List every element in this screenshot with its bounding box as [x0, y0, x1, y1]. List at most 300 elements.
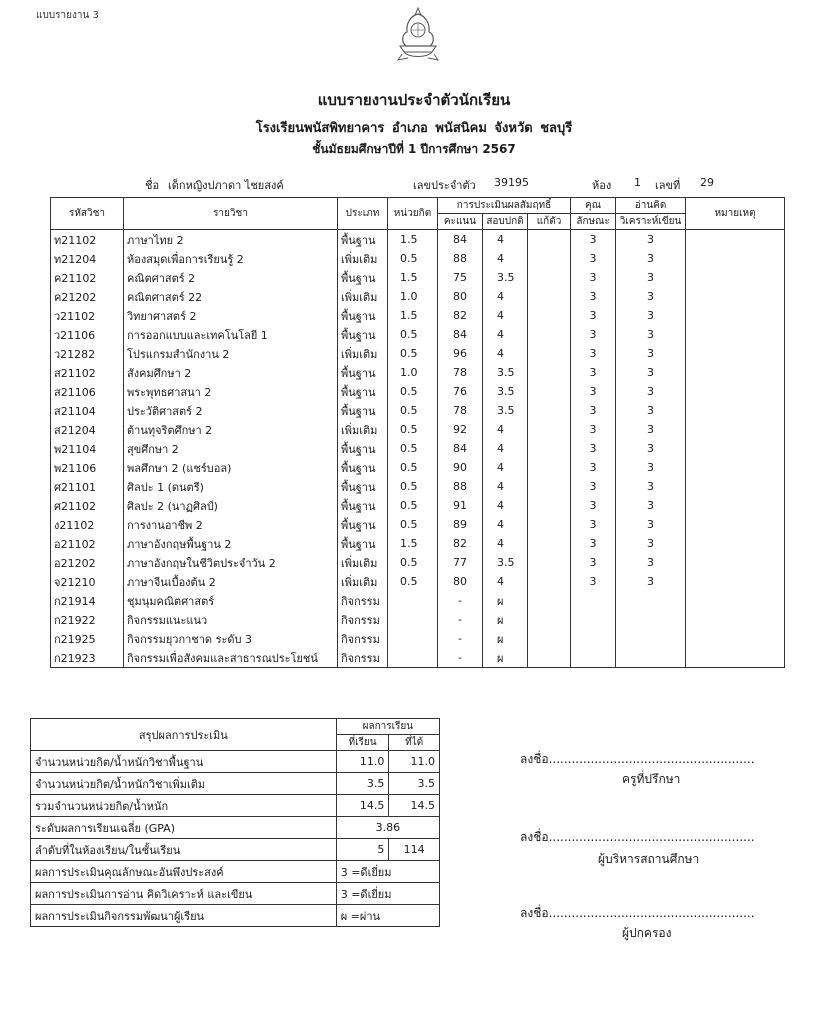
- table-row: [51, 420, 785, 439]
- subject-grade: ผ: [483, 610, 528, 629]
- subject-code: พ21104: [51, 439, 124, 458]
- subject-credit: [388, 591, 438, 610]
- subject-character: [571, 648, 616, 668]
- table-row: [51, 534, 785, 553]
- subject-name: พระพุทธศาสนา 2: [124, 382, 338, 401]
- subject-code: ก21914: [51, 591, 124, 610]
- header-note: หมายเหตุ: [686, 198, 785, 230]
- subject-fix: [528, 344, 571, 363]
- subject-character: 3: [571, 230, 616, 250]
- subject-type: เพิ่มเติม: [338, 420, 388, 439]
- subject-grade: ผ: [483, 629, 528, 648]
- subject-type: พื้นฐาน: [338, 515, 388, 534]
- subject-reading: [616, 648, 686, 668]
- subject-reading: 3: [616, 344, 686, 363]
- subject-reading: 3: [616, 401, 686, 420]
- subject-note: [686, 439, 785, 458]
- table-row: [51, 249, 785, 268]
- subject-code: อ21202: [51, 553, 124, 572]
- subject-code: ค21202: [51, 287, 124, 306]
- subject-grade: 4: [483, 249, 528, 268]
- subject-credit: [388, 629, 438, 648]
- header-score: คะแนน: [438, 214, 483, 230]
- subject-reading: 3: [616, 439, 686, 458]
- subject-name: พลศึกษา 2 (แชร์บอล): [124, 458, 338, 477]
- table-row: [51, 325, 785, 344]
- subject-type: พื้นฐาน: [338, 306, 388, 325]
- subject-reading: 3: [616, 230, 686, 250]
- subject-credit: 0.5: [388, 325, 438, 344]
- subject-note: [686, 420, 785, 439]
- subject-credit: 0.5: [388, 515, 438, 534]
- subject-note: [686, 344, 785, 363]
- subject-credit: 0.5: [388, 572, 438, 591]
- subject-name: กิจกรรมเพื่อสังคมและสาธารณประโยชน์: [124, 648, 338, 668]
- subject-name: ชุมนุมคณิตศาสตร์: [124, 591, 338, 610]
- subject-name: การออกแบบและเทคโนโลยี 1: [124, 325, 338, 344]
- subject-score: 88: [438, 249, 483, 268]
- subject-character: [571, 610, 616, 629]
- parent-role: ผู้ปกครอง: [622, 926, 672, 940]
- subject-credit: 0.5: [388, 439, 438, 458]
- subject-credit: 0.5: [388, 249, 438, 268]
- subject-credit: [388, 648, 438, 668]
- subject-note: [686, 287, 785, 306]
- subject-grade: 3.5: [483, 268, 528, 287]
- subject-grade: 3.5: [483, 401, 528, 420]
- subject-type: พื้นฐาน: [338, 458, 388, 477]
- subject-reading: 3: [616, 363, 686, 382]
- subject-name: ต้านทุจริตศึกษา 2: [124, 420, 338, 439]
- subject-name: ศิลปะ 2 (นาฏศิลป์): [124, 496, 338, 515]
- subject-character: 3: [571, 496, 616, 515]
- subject-code: ว21102: [51, 306, 124, 325]
- subject-credit: 0.5: [388, 401, 438, 420]
- subject-fix: [528, 553, 571, 572]
- table-row: [51, 382, 785, 401]
- character-value: 3 =ดีเยี่ยม: [336, 861, 439, 883]
- subject-character: 3: [571, 306, 616, 325]
- subject-reading: 3: [616, 496, 686, 515]
- subject-type: เพิ่มเติม: [338, 287, 388, 306]
- subject-score: 91: [438, 496, 483, 515]
- subject-character: 3: [571, 572, 616, 591]
- gpa-value: 3.86: [336, 817, 439, 839]
- header-credit: หน่วยกิต: [388, 198, 438, 230]
- subject-score: 78: [438, 401, 483, 420]
- subject-code: ศ21102: [51, 496, 124, 515]
- subject-character: 3: [571, 515, 616, 534]
- table-row: [51, 344, 785, 363]
- summary-result-header: ผลการเรียน: [336, 719, 439, 735]
- subject-character: 3: [571, 382, 616, 401]
- subject-note: [686, 401, 785, 420]
- subject-credit: 1.0: [388, 363, 438, 382]
- student-id-label: เลขประจำตัว: [413, 179, 476, 192]
- table-row: [51, 458, 785, 477]
- subject-character: 3: [571, 458, 616, 477]
- subject-grade: ผ: [483, 648, 528, 668]
- subject-character: 3: [571, 534, 616, 553]
- subject-note: [686, 230, 785, 250]
- subject-reading: [616, 610, 686, 629]
- subject-fix: [528, 496, 571, 515]
- subject-grade: 4: [483, 306, 528, 325]
- subject-credit: 1.0: [388, 287, 438, 306]
- table-row: [51, 477, 785, 496]
- subject-reading: 3: [616, 325, 686, 344]
- subject-score: -: [438, 648, 483, 668]
- subject-reading: 3: [616, 458, 686, 477]
- subject-type: พื้นฐาน: [338, 401, 388, 420]
- subject-credit: 1.5: [388, 230, 438, 250]
- subject-name: คณิตศาสตร์ 22: [124, 287, 338, 306]
- subject-name: วิทยาศาสตร์ 2: [124, 306, 338, 325]
- subject-note: [686, 629, 785, 648]
- subject-score: 80: [438, 572, 483, 591]
- subject-note: [686, 610, 785, 629]
- subject-type: กิจกรรม: [338, 610, 388, 629]
- total-credit-label: รวมจำนวนหน่วยกิต/น้ำหนัก: [31, 795, 337, 817]
- table-row: [51, 287, 785, 306]
- subject-score: 76: [438, 382, 483, 401]
- subject-name: สังคมศึกษา 2: [124, 363, 338, 382]
- subject-name: กิจกรรมยุวกาชาด ระดับ 3: [124, 629, 338, 648]
- table-row: [51, 496, 785, 515]
- subject-name: ศิลปะ 1 (ดนตรี): [124, 477, 338, 496]
- subject-type: กิจกรรม: [338, 648, 388, 668]
- room-label: ห้อง: [592, 179, 612, 192]
- subject-reading: 3: [616, 287, 686, 306]
- subject-note: [686, 477, 785, 496]
- subject-grade: 3.5: [483, 382, 528, 401]
- advisor-signature-line: ลงชื่อ......................................................: [520, 752, 755, 766]
- student-name-label: ชื่อ: [145, 179, 160, 192]
- subject-grade: 4: [483, 534, 528, 553]
- subject-code: ส21106: [51, 382, 124, 401]
- header-type: ประเภท: [338, 198, 388, 230]
- extra-credit-earned: 3.5: [389, 773, 440, 795]
- class-line: ชั้นมัธยมศึกษาปีที่ 1 ปีการศึกษา 2567: [312, 142, 516, 156]
- rank-room: 5: [336, 839, 389, 861]
- subject-fix: [528, 363, 571, 382]
- subject-note: [686, 591, 785, 610]
- subject-name: คณิตศาสตร์ 2: [124, 268, 338, 287]
- subject-character: [571, 629, 616, 648]
- subject-character: 3: [571, 325, 616, 344]
- subject-type: เพิ่มเติม: [338, 553, 388, 572]
- subject-score: 96: [438, 344, 483, 363]
- subject-grade: 4: [483, 325, 528, 344]
- subject-note: [686, 458, 785, 477]
- header-fix: แก้ตัว: [528, 214, 571, 230]
- subject-type: พื้นฐาน: [338, 382, 388, 401]
- subject-name: กิจกรรมแนะแนว: [124, 610, 338, 629]
- subject-code: จ21210: [51, 572, 124, 591]
- subject-fix: [528, 629, 571, 648]
- subject-note: [686, 363, 785, 382]
- subject-grade: 3.5: [483, 553, 528, 572]
- subject-code: พ21106: [51, 458, 124, 477]
- subject-character: 3: [571, 249, 616, 268]
- reading-value: 3 =ดีเยี่ยม: [336, 883, 439, 905]
- subject-character: 3: [571, 401, 616, 420]
- subject-reading: 3: [616, 553, 686, 572]
- subject-grade: ผ: [483, 591, 528, 610]
- subject-grade: 3.5: [483, 363, 528, 382]
- subject-reading: 3: [616, 249, 686, 268]
- header-code: รหัสวิชา: [51, 198, 124, 230]
- gpa-label: ระดับผลการเรียนเฉลี่ย (GPA): [31, 817, 337, 839]
- subject-fix: [528, 382, 571, 401]
- school-line: โรงเรียนพนัสพิทยาคาร อำเภอ พนัสนิคม จังหวัด ชลบุรี: [255, 121, 573, 136]
- subject-character: 3: [571, 363, 616, 382]
- subject-code: ส21102: [51, 363, 124, 382]
- header-read-2: วิเคราะห์เขียน: [616, 214, 686, 230]
- table-row: [51, 306, 785, 325]
- summary-col-studied: ที่เรียน: [336, 735, 389, 751]
- subject-grade: 4: [483, 344, 528, 363]
- subject-score: 78: [438, 363, 483, 382]
- table-row: [51, 648, 785, 668]
- character-label: ผลการประเมินคุณลักษณะอันพึงประสงค์: [31, 861, 337, 883]
- subject-grade: 4: [483, 572, 528, 591]
- advisor-role: ครูที่ปรึกษา: [622, 772, 681, 786]
- subject-note: [686, 648, 785, 668]
- subject-score: 77: [438, 553, 483, 572]
- subject-credit: 0.5: [388, 477, 438, 496]
- header-read-1: อ่านคิด: [616, 198, 686, 214]
- subject-code: ส21104: [51, 401, 124, 420]
- subject-reading: 3: [616, 477, 686, 496]
- subject-score: 82: [438, 534, 483, 553]
- subject-score: -: [438, 610, 483, 629]
- table-row: [51, 230, 785, 250]
- subject-character: 3: [571, 477, 616, 496]
- subject-fix: [528, 439, 571, 458]
- subject-fix: [528, 591, 571, 610]
- subject-fix: [528, 420, 571, 439]
- rank-class: 114: [389, 839, 440, 861]
- subject-score: 90: [438, 458, 483, 477]
- total-credit-studied: 14.5: [336, 795, 389, 817]
- rank-label: ลำดับที่ในห้องเรียน/ในชั้นเรียน: [31, 839, 337, 861]
- subject-fix: [528, 268, 571, 287]
- subject-code: ว21106: [51, 325, 124, 344]
- subject-code: ศ21101: [51, 477, 124, 496]
- subject-fix: [528, 325, 571, 344]
- subject-note: [686, 249, 785, 268]
- subject-score: 84: [438, 325, 483, 344]
- table-row: [51, 439, 785, 458]
- subject-name: ภาษาจีนเบื้องต้น 2: [124, 572, 338, 591]
- subject-score: 75: [438, 268, 483, 287]
- subject-grade: 4: [483, 439, 528, 458]
- subject-grade: 4: [483, 515, 528, 534]
- subject-fix: [528, 287, 571, 306]
- subject-note: [686, 325, 785, 344]
- subject-grade: 4: [483, 230, 528, 250]
- header-char-1: คุณ: [571, 198, 616, 214]
- summary-col-earned: ที่ได้: [389, 735, 440, 751]
- table-row: [51, 268, 785, 287]
- subject-code: ก21922: [51, 610, 124, 629]
- subject-note: [686, 496, 785, 515]
- subject-score: 84: [438, 230, 483, 250]
- subject-character: 3: [571, 553, 616, 572]
- director-signature-line: ลงชื่อ......................................................: [520, 830, 755, 844]
- subject-score: -: [438, 629, 483, 648]
- subject-reading: 3: [616, 306, 686, 325]
- subject-code: ง21102: [51, 515, 124, 534]
- subject-credit: 0.5: [388, 553, 438, 572]
- subject-fix: [528, 515, 571, 534]
- subject-type: เพิ่มเติม: [338, 249, 388, 268]
- subject-score: 84: [438, 439, 483, 458]
- subject-grade: 4: [483, 287, 528, 306]
- subject-credit: 0.5: [388, 420, 438, 439]
- table-row: [51, 553, 785, 572]
- subject-character: 3: [571, 439, 616, 458]
- subject-code: ท21204: [51, 249, 124, 268]
- subject-character: [571, 591, 616, 610]
- director-role: ผู้บริหารสถานศึกษา: [598, 852, 700, 866]
- subject-fix: [528, 610, 571, 629]
- subject-code: ก21925: [51, 629, 124, 648]
- subject-score: -: [438, 591, 483, 610]
- activity-value: ผ =ผ่าน: [336, 905, 439, 927]
- subject-name: ห้องสมุดเพื่อการเรียนรู้ 2: [124, 249, 338, 268]
- subject-name: สุขศึกษา 2: [124, 439, 338, 458]
- subject-note: [686, 534, 785, 553]
- table-row: [51, 401, 785, 420]
- subject-grade: 4: [483, 477, 528, 496]
- subject-code: ส21204: [51, 420, 124, 439]
- table-row: [51, 515, 785, 534]
- subject-credit: 1.5: [388, 268, 438, 287]
- subject-type: พื้นฐาน: [338, 439, 388, 458]
- subject-credit: 1.5: [388, 534, 438, 553]
- subject-name: ประวัติศาสตร์ 2: [124, 401, 338, 420]
- subject-type: เพิ่มเติม: [338, 344, 388, 363]
- extra-credit-label: จำนวนหน่วยกิต/น้ำหนักวิชาเพิ่มเติม: [31, 773, 337, 795]
- subject-code: อ21102: [51, 534, 124, 553]
- student-name: เด็กหญิงปภาดา ไชยสงค์: [168, 179, 284, 192]
- subject-character: 3: [571, 287, 616, 306]
- subject-type: พื้นฐาน: [338, 534, 388, 553]
- subject-type: พื้นฐาน: [338, 268, 388, 287]
- subject-code: ว21282: [51, 344, 124, 363]
- subject-character: 3: [571, 420, 616, 439]
- subject-fix: [528, 477, 571, 496]
- table-row: [51, 363, 785, 382]
- header-char-2: ลักษณะ: [571, 214, 616, 230]
- subject-character: 3: [571, 344, 616, 363]
- subject-reading: 3: [616, 382, 686, 401]
- subject-grade: 4: [483, 496, 528, 515]
- total-credit-earned: 14.5: [389, 795, 440, 817]
- table-row: [51, 610, 785, 629]
- subject-type: พื้นฐาน: [338, 363, 388, 382]
- subject-credit: 1.5: [388, 306, 438, 325]
- subject-fix: [528, 401, 571, 420]
- subject-name: การงานอาชีพ 2: [124, 515, 338, 534]
- subject-credit: 0.5: [388, 344, 438, 363]
- subject-fix: [528, 306, 571, 325]
- subject-type: พื้นฐาน: [338, 477, 388, 496]
- subject-name: ภาษาอังกฤษในชีวิตประจำวัน 2: [124, 553, 338, 572]
- header-grade: สอบปกติ: [483, 214, 528, 230]
- subject-name: ภาษาอังกฤษพื้นฐาน 2: [124, 534, 338, 553]
- table-row: [51, 572, 785, 591]
- seat-number: 29: [700, 176, 714, 189]
- subject-note: [686, 268, 785, 287]
- basic-credit-earned: 11.0: [389, 751, 440, 773]
- table-row: [51, 591, 785, 610]
- subject-reading: [616, 591, 686, 610]
- subject-note: [686, 553, 785, 572]
- report-title: แบบรายงานประจำตัวนักเรียน: [317, 91, 511, 109]
- subject-reading: 3: [616, 515, 686, 534]
- subject-reading: 3: [616, 268, 686, 287]
- subject-type: กิจกรรม: [338, 591, 388, 610]
- basic-credit-studied: 11.0: [336, 751, 389, 773]
- subject-code: ค21102: [51, 268, 124, 287]
- subject-reading: 3: [616, 534, 686, 553]
- subject-note: [686, 382, 785, 401]
- subject-score: 88: [438, 477, 483, 496]
- school-seal-icon: [396, 6, 440, 64]
- form-number: แบบรายงาน 3: [36, 10, 99, 21]
- subject-type: พื้นฐาน: [338, 496, 388, 515]
- subject-score: 82: [438, 306, 483, 325]
- room-number: 1: [634, 176, 641, 189]
- subject-fix: [528, 648, 571, 668]
- subject-type: พื้นฐาน: [338, 230, 388, 250]
- subject-credit: 0.5: [388, 382, 438, 401]
- subject-credit: [388, 610, 438, 629]
- summary-table: [30, 718, 440, 927]
- header-subject: รายวิชา: [124, 198, 338, 230]
- subject-reading: 3: [616, 420, 686, 439]
- extra-credit-studied: 3.5: [336, 773, 389, 795]
- subject-credit: 0.5: [388, 496, 438, 515]
- grades-table: [50, 197, 785, 668]
- subject-reading: 3: [616, 572, 686, 591]
- subject-note: [686, 572, 785, 591]
- subject-reading: [616, 629, 686, 648]
- subject-code: ก21923: [51, 648, 124, 668]
- activity-label: ผลการประเมินกิจกรรมพัฒนาผู้เรียน: [31, 905, 337, 927]
- subject-score: 80: [438, 287, 483, 306]
- subject-fix: [528, 249, 571, 268]
- subject-note: [686, 306, 785, 325]
- parent-signature-line: ลงชื่อ......................................................: [520, 906, 755, 920]
- subject-score: 92: [438, 420, 483, 439]
- subject-character: 3: [571, 268, 616, 287]
- subject-type: กิจกรรม: [338, 629, 388, 648]
- subject-grade: 4: [483, 458, 528, 477]
- table-row: [51, 629, 785, 648]
- header-assessment: การประเมินผลสัมฤทธิ์: [438, 198, 571, 214]
- subject-name: ภาษาไทย 2: [124, 230, 338, 250]
- subject-type: เพิ่มเติม: [338, 572, 388, 591]
- subject-fix: [528, 534, 571, 553]
- subject-name: โปรแกรมสำนักงาน 2: [124, 344, 338, 363]
- subject-fix: [528, 458, 571, 477]
- summary-title: สรุปผลการประเมิน: [31, 719, 337, 751]
- subject-code: ท21102: [51, 230, 124, 250]
